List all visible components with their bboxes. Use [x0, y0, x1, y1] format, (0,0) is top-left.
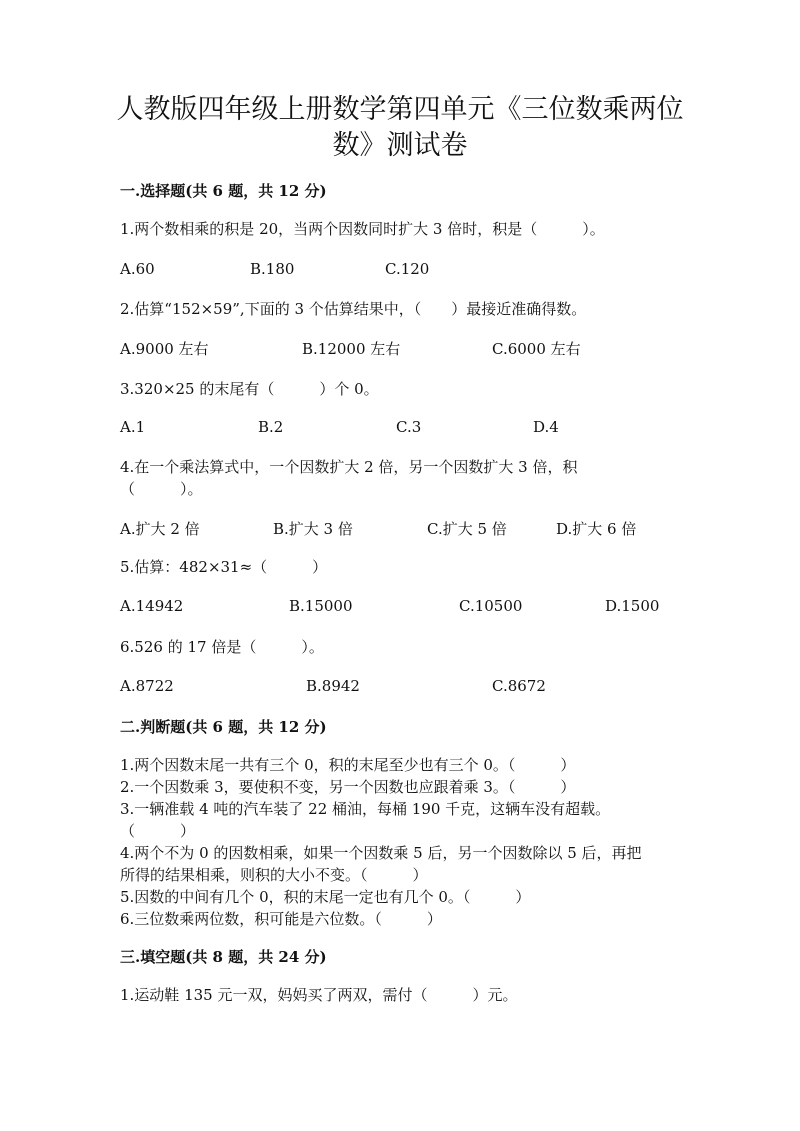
- option-1-3-d: D.4: [533, 418, 559, 436]
- judgment-line-4: （ ）: [120, 822, 196, 840]
- option-1-2-a: A.9000 左右: [120, 340, 209, 358]
- option-1-2-c: C.6000 左右: [492, 340, 581, 358]
- question-1-6: 6.526 的 17 倍是（ ）。: [120, 638, 324, 656]
- option-1-5-c: C.10500: [459, 597, 523, 615]
- section-heading-judgment: 二.判断题(共 6 题，共 12 分): [120, 718, 327, 736]
- option-1-5-d: D.1500: [605, 597, 660, 615]
- title-line-1: 人教版四年级上册数学第四单元《三位数乘两位: [116, 94, 684, 125]
- option-1-3-c: C.3: [396, 418, 422, 436]
- option-1-1-b: B.180: [250, 260, 295, 278]
- question-1-3: 3.320×25 的末尾有（ ）个 0。: [120, 380, 379, 398]
- judgment-line-1: 1.两个因数末尾一共有三个 0，积的末尾至少也有三个 0。（ ）: [120, 756, 576, 774]
- option-1-6-b: B.8942: [306, 677, 360, 695]
- option-1-1-c: C.120: [385, 260, 430, 278]
- question-1-4-line-2: （ ）。: [120, 480, 203, 498]
- question-1-2: 2.估算“152×59”,下面的 3 个估算结果中，（ ）最接近准确得数。: [120, 300, 587, 318]
- question-1-4-line-1: 4.在一个乘法算式中，一个因数扩大 2 倍，另一个因数扩大 3 倍，积: [120, 458, 578, 476]
- option-1-6-a: A.8722: [120, 677, 174, 695]
- judgment-line-3: 3.一辆准载 4 吨的汽车装了 22 桶油，每桶 190 千克，这辆车没有超载。: [120, 800, 611, 818]
- title-line-2: 数》测试卷: [332, 130, 468, 161]
- option-1-3-a: A.1: [120, 418, 146, 436]
- option-1-6-c: C.8672: [492, 677, 546, 695]
- option-1-3-b: B.2: [258, 418, 284, 436]
- judgment-line-5: 4.两个不为 0 的因数相乘，如果一个因数乘 5 后，另一个因数除以 5 后，再把: [120, 844, 642, 862]
- option-1-4-b: B.扩大 3 倍: [273, 520, 353, 538]
- question-1-5: 5.估算：482×31≈（ ）: [120, 558, 328, 576]
- option-1-5-a: A.14942: [120, 597, 184, 615]
- judgment-line-7: 5.因数的中间有几个 0，积的末尾一定也有几个 0。（ ）: [120, 888, 531, 906]
- option-1-1-a: A.60: [120, 260, 155, 278]
- judgment-line-6: 所得的结果相乘，则积的大小不变。（ ）: [120, 866, 428, 884]
- question-1-1: 1.两个数相乘的积是 20，当两个因数同时扩大 3 倍时，积是（ ）。: [120, 220, 605, 238]
- judgment-line-8: 6.三位数乘两位数，积可能是六位数。（ ）: [120, 910, 442, 928]
- option-1-4-c: C.扩大 5 倍: [427, 520, 507, 538]
- section-heading-fill: 三.填空题(共 8 题，共 24 分): [120, 948, 327, 966]
- page-title: [100, 92, 700, 164]
- option-1-4-a: A.扩大 2 倍: [120, 520, 200, 538]
- option-1-4-d: D.扩大 6 倍: [556, 520, 637, 538]
- judgment-line-2: 2.一个因数乘 3，要使积不变，另一个因数也应跟着乘 3。（ ）: [120, 778, 576, 796]
- option-1-5-b: B.15000: [289, 597, 353, 615]
- fill-question-1: 1.运动鞋 135 元一双，妈妈买了两双，需付（ ）元。: [120, 986, 518, 1004]
- section-heading-choice: 一.选择题(共 6 题，共 12 分): [120, 182, 327, 200]
- option-1-2-b: B.12000 左右: [302, 340, 401, 358]
